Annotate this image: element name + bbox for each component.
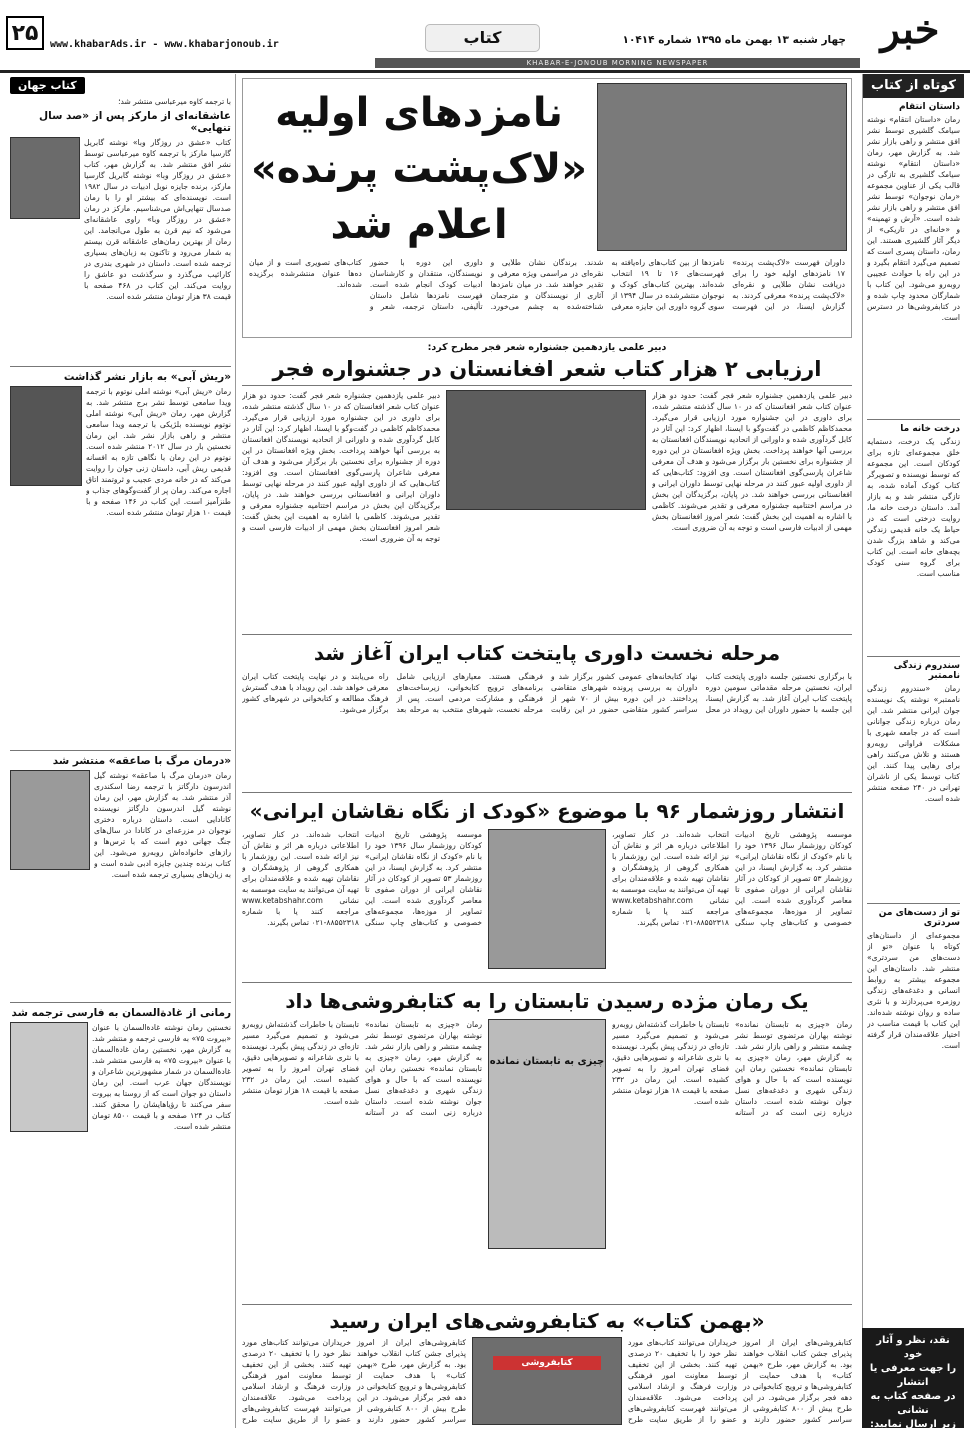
divider	[242, 1304, 852, 1305]
book-cover	[10, 1022, 88, 1132]
promo-line: زیر ارسال نمایید:	[870, 1419, 956, 1430]
item-body: زندگی یک درخت، دستمایه خلق مجموعه‌ای تازه برای کودکان است. این مجموعه که توسط نویسنده و تصویرگر کتاب کودک آماده شده، به تازگی منتشر شد و به بازار آمد. داستان درخت خانه ما، روایت درختی است که در حیاط یک خانه قدیمی زندگی می‌کند و شاهد بزرگ شدن بچه‌های خانه است. این کتاب برای گروه سنی کودک مناسب است.	[867, 437, 960, 578]
calendar-story	[242, 792, 852, 982]
capital-title: مرحله نخست داوری پایتخت کتاب ایران آغاز شد	[313, 641, 781, 665]
fajr-photo	[446, 390, 646, 510]
divider	[10, 750, 231, 751]
divider	[242, 385, 852, 386]
book-cover	[10, 386, 82, 486]
lead-title-line: «لاک‌پشت پرنده»	[250, 146, 588, 192]
story-title: «درمان مرگ با صاعقه» منتشر شد	[52, 755, 231, 767]
page-number: ۲۵	[6, 16, 44, 50]
lead-photo	[597, 83, 847, 251]
fajr-title: ارزیابی ۲ هزار کتاب شعر افغانستان در جشنواره فجر	[272, 357, 822, 381]
calendar-body: موسسه پژوهشی تاریخ ادبیات کودکان روزشمار سال ۱۳۹۶ خود را با نام «کودک از نگاه نقاشان ایرانی» منتشر کرد. به گزارش ایسنا، در این روزشمار ۵۳ تصویر از کودکان در آثار نقاشان ایرانی از دوران صفوی تا معاصر گردآوری شده است. این تصاویر از موزه‌ها، مجموعه‌های خصوصی و کتاب‌های چاپ سنگی انتخاب شده‌اند. در کنار تصاویر، اطلاعاتی درباره هر اثر و نقاش آن نیز ارائه شده است. این روزشمار با همکاری گروهی از پژوهشگران و نقاشان تهیه شده و علاقه‌مندان برای تهیه آن می‌توانند به سایت موسسه به نشانی www.ketabshahr.com مراجعه کنند یا با شماره ۸۸۵۵۲۳۱۸-۰۲۱ تماس بگیرند.	[612, 830, 852, 927]
main-content	[242, 74, 852, 1428]
promo-line: نقد، نظر و آثار خود	[876, 1335, 950, 1360]
bahman-title: «بهمن کتاب» به کتابفروشی‌های ایران رسید	[329, 1309, 765, 1333]
story-body: نخستین رمان نوشته غادةالسمان با عنوان «بیروت ۷۵» به فارسی ترجمه و منتشر شد. به گزارش مهر، نخستین رمان غادةالسمان با عنوان «بیروت ۷۵» به فارسی منتشر شد. غادةالسمان در شمار مشهورترین شاعران و نویسندگان جهان عرب است. این رمان داستان دو جوان است که از روستا به بیروت سفر می‌کنند تا رؤیاهایشان را محقق کنند. کتاب در ۱۲۴ صفحه و با قیمت ۸۵۰۰ تومان منتشر شده است.	[92, 1023, 231, 1131]
story-body: رمان «ریش آبی» نوشته املی نوتوم با ترجمه ویدا سامعی توسط نشر برج منتشر شد. به گزارش مهر، رمان «ریش آبی» نوشته املی نوتوم نویسنده بلژیکی با ترجمه ویدا سامعی منتشر و راهی بازار نشر شد. این رمان نخستین بار در سال ۲۰۱۲ منتشر شده است. نوتوم در این رمان با نگاهی تازه به افسانه قدیمی ریش آبی، داستان زنی جوان را روایت می‌کند که در خانه مردی عجیب و ثروتمند اتاق اجاره می‌کند. رمان پر از گفت‌وگوهای جذاب و طنزآمیز است. این کتاب در ۱۴۶ صفحه و با قیمت ۱۰ هزار تومان منتشر شده است.	[86, 387, 231, 517]
fajr-body: دبیر علمی یازدهمین جشنواره شعر فجر گفت: حدود دو هزار عنوان کتاب شعر افغانستان که در ۱۰ سال گذشته منتشر شده، برای داوری در این جشنواره مورد ارزیابی قرار می‌گیرد. محمدکاظم کاظمی در گفت‌وگو با ایسنا، اظهار کرد: این آثار در کابل گردآوری شده و داورانی از اتحادیه نویسندگان افغانستان به بررسی آنها خواهند پرداخت. بخش ویژه افغانستان در این دوره از جشنواره برای نخستین بار برگزار می‌شود و هدف آن معرفی شاعران پارسی‌گوی افغانستان است. وی افزود: کتاب‌هایی که از داوری اولیه عبور کنند در مرحله نهایی توسط داوران ایرانی و افغانستانی بررسی خواهند شد. در پایان، برگزیدگان این بخش در مراسم اختتامیه جشنواره معرفی و تقدیر می‌شوند. کاظمی با اشاره به اهمیت این بخش گفت: شعر امروز افغانستان بخش مهمی از ادبیات فارسی است و توجه به آن ضروری است.	[652, 391, 852, 532]
world-books-column	[6, 74, 236, 1428]
item-heading: سندروم زندگی ناممتبر	[893, 661, 960, 681]
logo-text: خبر	[880, 6, 940, 53]
site-links[interactable]: www.khabarAds.ir - www.khabarjonoub.ir	[50, 39, 279, 50]
divider	[867, 419, 960, 420]
summer-title: یک رمان مژده رسیدن تابستان را به کتابفروشی‌ها داد	[285, 989, 809, 1013]
lead-story	[242, 78, 852, 338]
header-rule	[0, 70, 970, 73]
lead-title-line: نامزدهای اولیه	[275, 90, 563, 136]
item-heading: درخت خانه ما	[900, 424, 960, 434]
lead-title-line: اعلام شد	[330, 202, 508, 248]
lead-headline	[249, 85, 589, 253]
section-tab: کتاب	[425, 24, 540, 52]
bahman-body: کتابفروشی‌های ایران از امروز پذیرای جشن کتاب انقلاب خواهند بود. به گزارش مهر، طرح «بهمن کتاب» با هدف حمایت از کتابفروشی‌ها و ترویج کتابخوانی در دهه فجر برگزار می‌شود. در این طرح بیش از ۸۰۰ کتابفروشی از سراسر کشور حضور دارند و خریداران می‌توانند کتاب‌های مورد نظر خود را با تخفیف ۲۰ درصدی تهیه کنند. بخشی از این تخفیف توسط معاونت امور فرهنگی وزارت فرهنگ و ارشاد اسلامی پرداخت می‌شود. علاقه‌مندان می‌توانند فهرست کتابفروشی‌های عضو را از طریق سایت طرح	[628, 1338, 852, 1424]
page-header	[0, 0, 970, 72]
lead-body: داوران فهرست «لاک‌پشت پرنده» ۱۷ نامزدهای اولیه خود را برای دریافت نشان طلایی و نقره‌ای «لاک‌پشت پرنده» معرفی کردند. به گزارش ایسنا، در این فهرست نامزدها از بین کتاب‌های راه‌یافته به فهرست‌های ۱۶ تا ۱۹ انتخاب شده‌اند. بهترین کتاب‌های کودک و نوجوان منتشرشده در سال ۱۳۹۴ از سوی گروه داوری این جایزه معرفی شدند. برندگان نشان طلایی و نقره‌ای در مراسمی ویژه معرفی و تقدیر خواهند شد. در میان نامزدها آثاری از نویسندگان و مترجمان شناخته‌شده به چشم می‌خورد. داوری این دوره با حضور نویسندگان، منتقدان و کارشناسان ادبیات کودک انجام شده است. فهرست نامزدها شامل داستان تألیفی، داستان ترجمه، شعر و کتاب‌های تصویری است و از میان ده‌ها عنوان منتشرشده برگزیده شده‌اند.	[249, 258, 845, 311]
world-books-header	[10, 74, 231, 96]
book-cover	[10, 770, 90, 870]
bahman-photo	[472, 1337, 622, 1425]
fajr-kicker: دبیر علمی یازدهمین جشنواره شعر فجر مطرح کرد:	[427, 342, 667, 353]
summer-body-cont: رمان «چیزی به تابستان نمانده» نوشته بهاران مرتضوی توسط نشر چشمه منتشر و راهی بازار نشر شد. به گزارش مهر، رمان «چیزی به تابستان نمانده» نخستین رمان این نویسنده است که با حال و هوای زندگی شهری و دغدغه‌های نسل جوان نوشته شده است. داستان درباره زنی است که در آستانه تابستان با خاطرات گذشته‌اش روبه‌رو می‌شود و تصمیم می‌گیرد مسیر تازه‌ای در زندگی پیش بگیرد. نویسنده با نثری شاعرانه و تصویرهایی دقیق، فضای تهران امروز را به تصویر کشیده است. این رمان در ۲۳۲ صفحه با قیمت ۱۸ هزار تومان منتشر شده است.	[242, 1020, 482, 1117]
promo-email[interactable]: ketab@khabarads.com	[867, 1438, 970, 1448]
item-body: مجموعه‌ای از داستان‌های کوتاه با عنوان «تو از دست‌های من سردتری» منتشر شد. داستان‌های این مجموعه بیشتر به روابط انسانی و دغدغه‌های زندگی روزمره می‌پردازند و با نثری ساده و روان نوشته شده‌اند. این کتاب با قیمت مناسب در اختیار علاقه‌مندان قرار گرفته است.	[867, 931, 960, 1050]
author-photo	[10, 137, 80, 219]
short-news-column	[862, 74, 970, 1448]
divider	[242, 634, 852, 635]
date-issue: چهار شنبه ۱۳ بهمن ماه ۱۳۹۵ شماره ۱۰۴۱۴	[622, 34, 846, 46]
divider	[242, 792, 852, 793]
divider	[867, 656, 960, 657]
promo-line: در صفحه کتاب به نشانی	[870, 1391, 956, 1416]
summer-body: رمان «چیزی به تابستان نمانده» نوشته بهاران مرتضوی توسط نشر چشمه منتشر و راهی بازار نشر شد. به گزارش مهر، رمان «چیزی به تابستان نمانده» نخستین رمان این نویسنده است که با حال و هوای زندگی شهری و دغدغه‌های نسل جوان نوشته شده است. داستان درباره زنی است که در آستانه تابستان با خاطرات گذشته‌اش روبه‌رو می‌شود و تصمیم می‌گیرد مسیر تازه‌ای در زندگی پیش بگیرد. نویسنده با نثری شاعرانه و تصویرهایی دقیق، فضای تهران امروز را به تصویر کشیده است. این رمان در ۲۳۲ صفحه با قیمت ۱۸ هزار تومان منتشر شده است.	[612, 1020, 852, 1117]
item-heading: داستان انتقام	[898, 102, 960, 112]
promo-line: را جهت معرفی یا انتشار	[869, 1363, 957, 1388]
item-body: رمان «سندروم زندگی ناممتبر» نوشته یک نویسنده جوان ایرانی منتشر شد. این رمان درباره زندگی جوانانی است که در جامعه شهری با مشکلات فراوانی روبه‌رو هستند و تلاش می‌کنند راهی برای رهایی پیدا کنند. این کتاب توسط یکی از ناشران تهرانی در ۲۴۰ صفحه منتشر شده است.	[867, 684, 960, 803]
item-heading: تو از دست‌های من سردتری	[878, 908, 960, 928]
submission-promo	[862, 1328, 970, 1448]
divider	[10, 366, 231, 367]
masthead-band: KHABAR-E-JONOUB MORNING NEWSPAPER	[375, 58, 860, 68]
calendar-title: انتشار روزشمار ۹۶ با موضوع «کودک از نگاه نقاشان ایرانی»	[249, 799, 845, 823]
newspaper-logo	[858, 4, 962, 56]
divider	[242, 982, 852, 983]
summer-book-cover	[488, 1019, 606, 1249]
fajr-story	[242, 342, 852, 634]
calendar-body-cont: موسسه پژوهشی تاریخ ادبیات کودکان روزشمار سال ۱۳۹۶ خود را با نام «کودک از نگاه نقاشان ایرانی» منتشر کرد. به گزارش ایسنا، در این روزشمار ۵۳ تصویر از کودکان در آثار نقاشان ایرانی از دوران صفوی تا معاصر گردآوری شده است. این تصاویر از موزه‌ها، مجموعه‌های خصوصی و کتاب‌های چاپ سنگی انتخاب شده‌اند. در کنار تصاویر، اطلاعاتی درباره هر اثر و نقاش آن نیز ارائه شده است. این روزشمار با همکاری گروهی از پژوهشگران و نقاشان تهیه شده و علاقه‌مندان برای تهیه آن می‌توانند به سایت موسسه به نشانی www.ketabshahr.com مراجعه کنند یا با شماره ۸۸۵۵۲۳۱۸-۰۲۱ تماس بگیرند.	[242, 830, 482, 927]
capital-body: با برگزاری نخستین جلسه داوری پایتخت کتاب ایران، نخستین مرحله مقدماتی سومین دوره پایتخت کتاب ایران آغاز شد. به گزارش ایسنا، این جلسه با حضور داوران این رویداد در محل نهاد کتابخانه‌های عمومی کشور برگزار شد و داوران به بررسی پرونده شهرهای متقاضی پرداختند. در این دوره بیش از ۷۰ شهر از سراسر کشور متقاضی حضور در این رقابت فرهنگی هستند. معیارهای ارزیابی شامل برنامه‌های ترویج کتابخوانی، زیرساخت‌های فرهنگی و مشارکت مردمی است. پس از مرحله نخست، شهرهای منتخب به مرحله بعد راه می‌یابند و در نهایت پایتخت کتاب ایران معرفی خواهد شد. این رویداد با هدف گسترش فرهنگ مطالعه و کتابخوانی در شهرهای کشور برگزار می‌شود.	[242, 672, 852, 714]
story-body: رمان «درمان مرگ با صاعقه» نوشته گیل اندرسون دارگاتز با ترجمه رضا اسکندری آذر منتشر شد. به گزارش مهر، این رمان نوشته گیل اندرسون دارگاتز نویسنده کانادایی است. داستان درباره دختری نوجوان در مزرعه‌ای در کانادا در سال‌های جنگ جهانی دوم است که با ترس‌ها و رازهای خانواده‌اش روبه‌رو می‌شود. این کتاب برنده چندین جایزه ادبی شده است و به زبان‌های بسیاری ترجمه شده است.	[94, 771, 231, 879]
story-title: رمانی از غادةالسمان به فارسی ترجمه شد	[11, 1007, 231, 1019]
world-books-badge: کتاب جهان	[10, 77, 85, 94]
storefront-sign: کتابفروشی	[493, 1356, 601, 1370]
short-news-title: کوتاه از کتاب	[863, 74, 964, 98]
bahman-story	[242, 1304, 852, 1428]
summer-story	[242, 982, 852, 1304]
story-body: کتاب «عشق در روزگار وبا» نوشته گابریل گارسیا مارکز با ترجمه کاوه میرعباسی توسط نشر افق منتشر شد. به گزارش مهر، کتاب «عشق در روزگار وبا» نوشته گابریل گارسیا مارکز، برنده جایزه نوبل ادبیات در سال ۱۹۸۲ است. نویسنده‌ای که بیشتر او را با رمان صدسال تنهایی‌اش می‌شناسیم. مارکز در رمان «عشق در روزگار وبا» راوی عاشقانه‌ای می‌شود که نیم قرن به طول می‌انجامد. این رمان از بهترین رمان‌های عاشقانه قرن بیستم به شمار می‌رود و تاکنون به زبان‌های بسیاری ترجمه شده است. داستان در شهری بندری در کارائیب می‌گذرد و سرگذشت دو عاشق را روایت می‌کند. این کتاب در ۴۶۸ صفحه با قیمت ۳۸ هزار تومان منتشر شده است.	[84, 138, 231, 301]
bahman-body-cont: کتابفروشی‌های ایران از امروز پذیرای جشن کتاب انقلاب خواهند بود. به گزارش مهر، طرح «بهمن کتاب» با هدف حمایت از کتابفروشی‌ها و ترویج کتابخوانی در دهه فجر برگزار می‌شود. در این طرح بیش از ۸۰۰ کتابفروشی از سراسر کشور حضور دارند و خریداران می‌توانند کتاب‌های مورد نظر خود را با تخفیف ۲۰ درصدی تهیه کنند. بخشی از این تخفیف توسط معاونت امور فرهنگی وزارت فرهنگ و ارشاد اسلامی پرداخت می‌شود. علاقه‌مندان می‌توانند فهرست کتابفروشی‌های عضو را از طریق سایت طرح	[242, 1338, 466, 1424]
fajr-body-cont: دبیر علمی یازدهمین جشنواره شعر فجر گفت: حدود دو هزار عنوان کتاب شعر افغانستان که در ۱۰ سال گذشته منتشر شده، برای داوری در این جشنواره مورد ارزیابی قرار می‌گیرد. محمدکاظم کاظمی در گفت‌وگو با ایسنا، اظهار کرد: این آثار در کابل گردآوری شده و داورانی از اتحادیه نویسندگان افغانستان به بررسی آنها خواهند پرداخت. بخش ویژه افغانستان در این دوره از جشنواره برای نخستین بار برگزار می‌شود و هدف آن معرفی شاعران پارسی‌گوی افغانستان است. وی افزود: کتاب‌هایی که از داوری اولیه عبور کنند در مرحله نهایی توسط داوران ایرانی و افغانستانی بررسی خواهند شد. در پایان، برگزیدگان این بخش در مراسم اختتامیه جشنواره معرفی و تقدیر می‌شوند. کاظمی با اشاره به اهمیت این بخش گفت: شعر امروز افغانستان بخش مهمی از ادبیات فارسی است و توجه به آن ضروری است.	[242, 391, 440, 543]
divider	[867, 903, 960, 904]
item-body: رمان «داستان انتقام» نوشته سیامک گلشیری توسط نشر افق منتشر و راهی بازار نشر شد. به گزارش مهر، رمان «داستان انتقام» نوشته سیامک گلشیری به تازگی در قالب یکی از عناوین مجموعه «رمان نوجوان» توسط نشر افق منتشر و راهی بازار نشر شده است. «آرش و تهمینه» و «خانه‌ای در تاریکی» از دیگر آثار گلشیری هستند. این رمان، داستان پسری است که تصمیم می‌گیرد انتقام بگیرد و در این راه با حوادث عجیبی روبه‌رو می‌شود. این کتاب با شمارگان محدود چاپ شده و در کتابفروشی‌ها در دسترس است.	[867, 115, 960, 322]
divider	[10, 1002, 231, 1003]
story-title: عاشقانه‌ای از مارکز پس از «صد سال تنهایی»	[39, 110, 231, 134]
calendar-image	[488, 829, 606, 969]
book-cover-title: چیزی به تابستان نمانده	[489, 1056, 605, 1067]
story-title: «ریش آبی» به بازار نشر گذاشت	[63, 371, 231, 383]
story-credit: با ترجمه کاوه میرعباسی منتشر شد؛	[118, 97, 231, 106]
capital-story	[242, 634, 852, 789]
